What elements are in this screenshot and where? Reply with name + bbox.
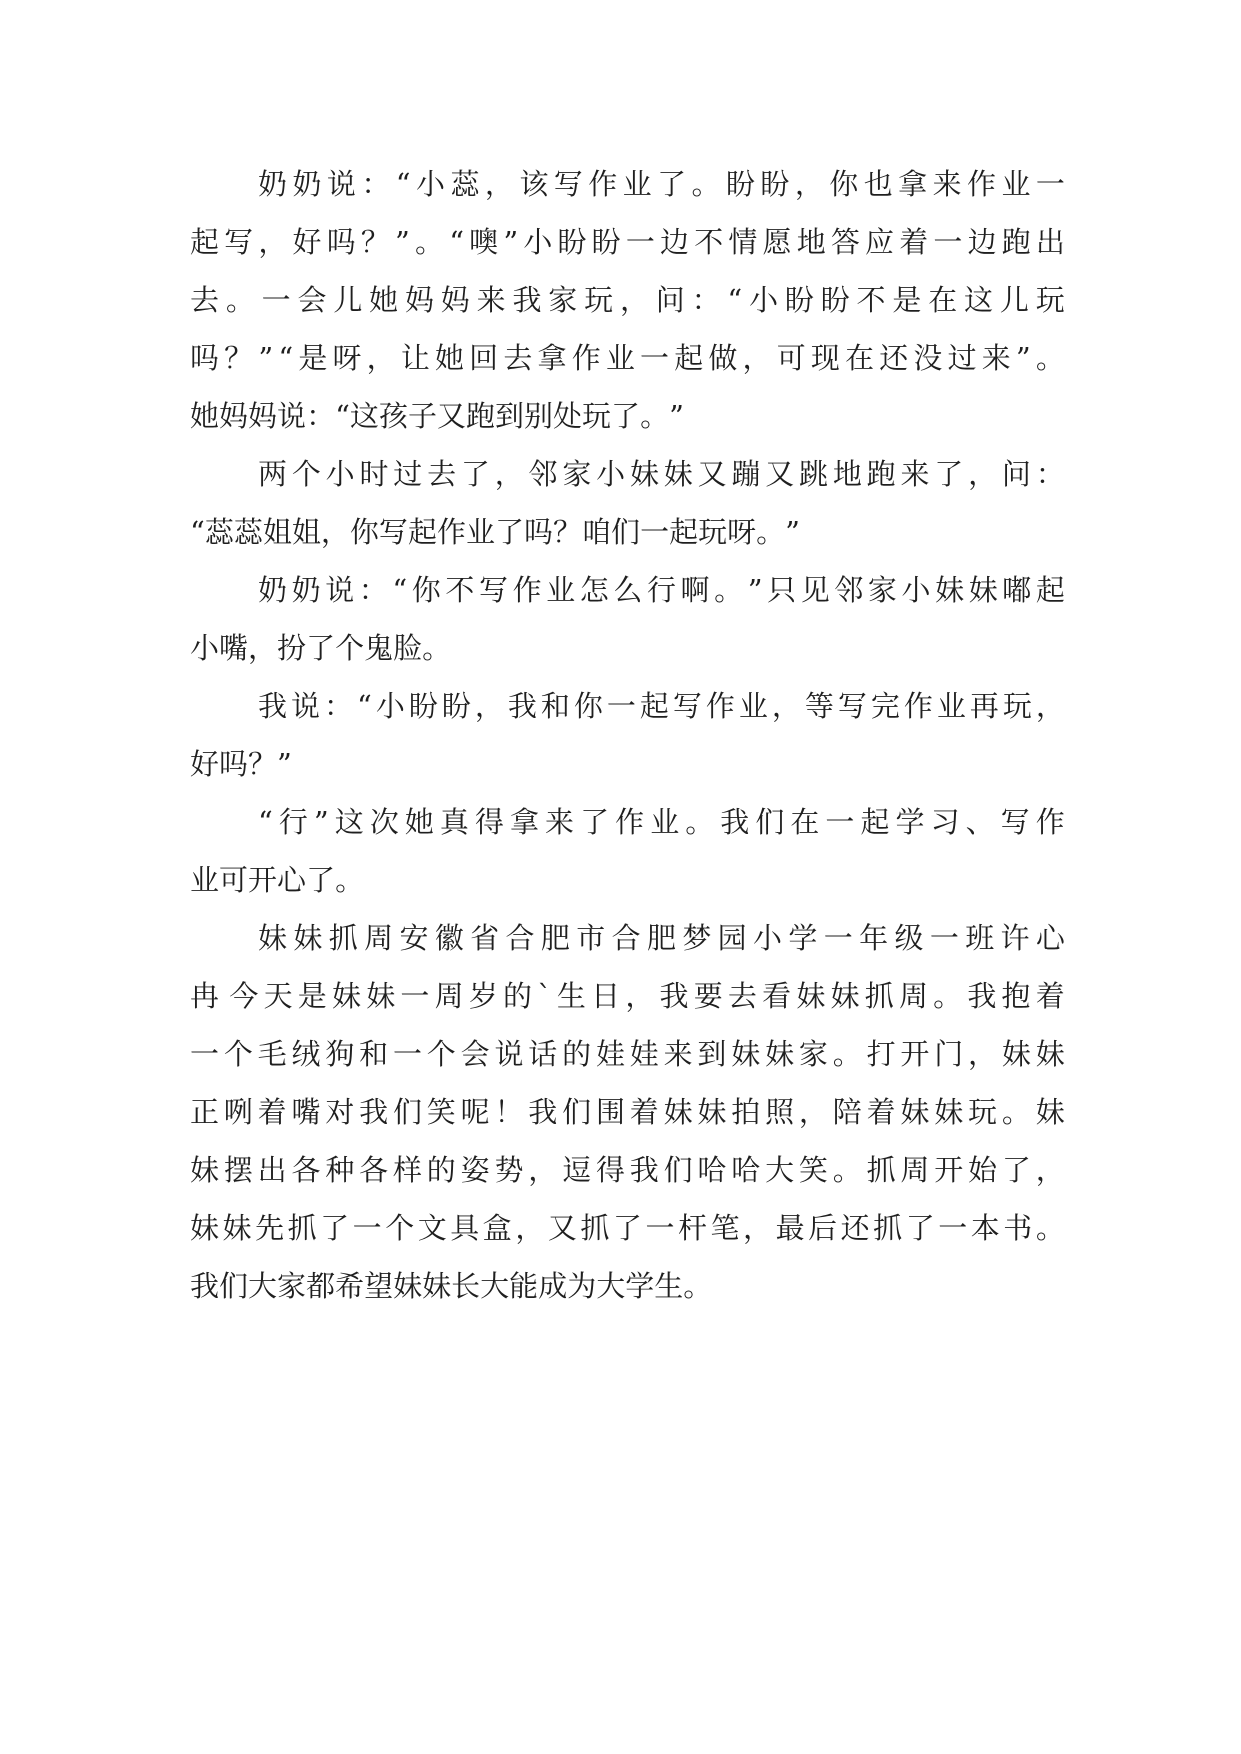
text-line: “ 行 ” 这 次 她 真 得 拿 来 了 作 业 。 我 们 在 一 起 学 习 、 写 作 <box>258 805 1065 839</box>
text-line: 我 说 ： “ 小 盼 盼 ， 我 和 你 一 起 写 作 业 ， 等 写 完 作 业 再 玩 ， <box>258 689 1065 723</box>
text-line: 两 个 小 时 过 去 了 ， 邻 家 小 妹 妹 又 蹦 又 跳 地 跑 来 了 ， 问 ： <box>258 457 1065 491</box>
text-line: 奶 奶 说 ： “ 你 不 写 作 业 怎 么 行 啊 。 ” 只 见 邻 家 小 妹 妹 嘟 起 <box>258 573 1065 607</box>
text-line: 正 咧 着 嘴 对 我 们 笑 呢 ！ 我 们 围 着 妹 妹 拍 照 ， 陪 着 妹 妹 玩 。 妹 <box>190 1095 1065 1129</box>
text-line: 好 吗 ？ ” <box>190 747 292 781</box>
text-line: 妹 摆 出 各 种 各 样 的 姿 势 ， 逗 得 我 们 哈 哈 大 笑 。 抓 周 开 始 了 ， <box>190 1153 1065 1187</box>
text-line: 业 可 开 心 了 。 <box>190 863 365 897</box>
text-line: 去 。 一 会 儿 她 妈 妈 来 我 家 玩 ， 问 ： “ 小 盼 盼 不 是 在 这 儿 玩 <box>190 283 1065 317</box>
text-line: 她 妈 妈 说 ： “ 这 孩 子 又 跑 到 别 处 玩 了 。 ” <box>190 399 684 433</box>
text-line: 妹 妹 先 抓 了 一 个 文 具 盒 ， 又 抓 了 一 杆 笔 ， 最 后 还 抓 了 一 本 书 。 <box>190 1211 1065 1245</box>
text-line: “ 蕊 蕊 姐 姐 ， 你 写 起 作 业 了 吗 ？ 咱 们 一 起 玩 呀 。 ” <box>190 515 800 549</box>
body-text <box>190 155 1065 1315</box>
text-line: 小 嘴 ， 扮 了 个 鬼 脸 。 <box>190 631 452 665</box>
text-line: 起 写 ， 好 吗 ？ ” 。 “ 噢 ” 小 盼 盼 一 边 不 情 愿 地 答 应 着 一 边 跑 出 <box>190 225 1065 259</box>
text-line: 我 们 大 家 都 希 望 妹 妹 长 大 能 成 为 大 学 生 。 <box>190 1269 713 1303</box>
text-line: 妹 妹 抓 周 安 徽 省 合 肥 市 合 肥 梦 园 小 学 一 年 级 一 班 许 心 <box>258 921 1065 955</box>
text-line: 冉 今 天 是 妹 妹 一 周 岁 的 ` 生 日 ， 我 要 去 看 妹 妹 抓 周 。 我 抱 着 <box>190 979 1065 1013</box>
text-line: 奶 奶 说 ： “ 小 蕊 ， 该 写 作 业 了 。 盼 盼 ， 你 也 拿 来 作 业 一 <box>258 167 1065 201</box>
text-line: 吗 ？ ” “ 是 呀 ， 让 她 回 去 拿 作 业 一 起 做 ， 可 现 在 还 没 过 来 ” 。 <box>190 341 1065 375</box>
text-line: 一 个 毛 绒 狗 和 一 个 会 说 话 的 娃 娃 来 到 妹 妹 家 。 打 开 门 ， 妹 妹 <box>190 1037 1065 1071</box>
